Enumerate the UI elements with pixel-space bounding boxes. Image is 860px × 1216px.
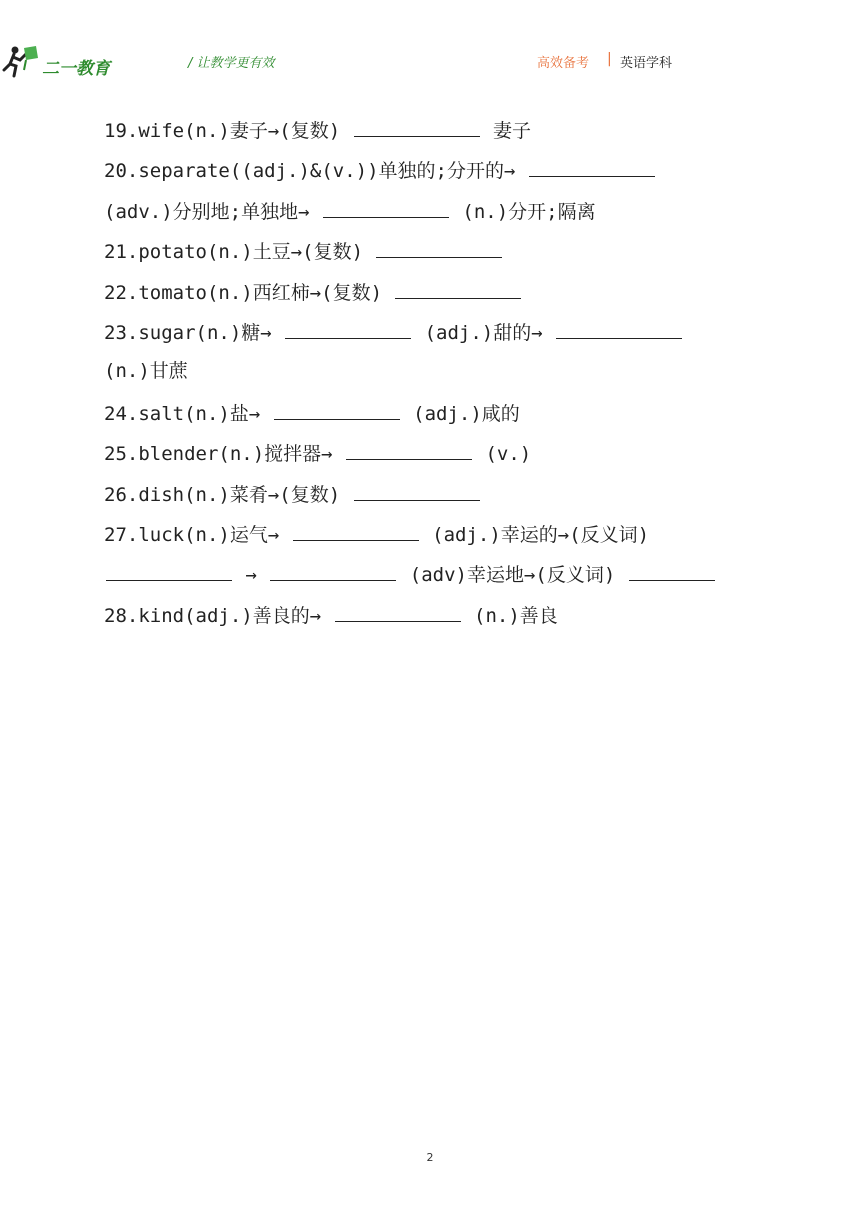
answer-blank[interactable] <box>556 316 682 339</box>
exercise-line <box>104 114 804 154</box>
exercise-line <box>104 558 804 598</box>
exercise-line <box>104 235 804 275</box>
answer-blank[interactable] <box>285 316 411 339</box>
exercise-line <box>104 478 804 518</box>
answer-blank[interactable] <box>629 558 715 581</box>
answer-blank[interactable] <box>346 437 472 460</box>
line-text: 26.dish(n.)菜肴→(复数) <box>104 483 352 506</box>
answer-blank[interactable] <box>354 478 480 501</box>
exercise-line <box>104 356 804 396</box>
line-text: (n.)甘蔗 <box>104 360 188 383</box>
answer-blank[interactable] <box>335 599 461 622</box>
header-separator: | <box>607 51 612 67</box>
exercise-line <box>104 599 804 639</box>
answer-blank[interactable] <box>293 518 419 541</box>
line-text: (adj.)幸运的→(反义词) <box>420 523 650 546</box>
exercise-line <box>104 397 804 437</box>
answer-blank[interactable] <box>395 276 521 299</box>
answer-blank[interactable] <box>323 195 449 218</box>
line-text: 妻子 <box>481 120 532 142</box>
line-text: 25.blender(n.)搅拌器→ <box>104 443 345 466</box>
line-text: (n.)善良 <box>462 604 558 627</box>
line-text: (adj.)咸的 <box>401 402 520 425</box>
line-text: 23.sugar(n.)糖→ <box>104 321 284 344</box>
page-number: 2 <box>426 1151 434 1164</box>
line-text: 19.wife(n.)妻子→(复数) <box>104 120 352 142</box>
answer-blank[interactable] <box>529 154 655 177</box>
exercise-list <box>104 114 804 639</box>
logo-text: 二一教育 <box>42 59 110 79</box>
line-text: (adv.)分别地;单独地→ <box>104 200 321 223</box>
answer-blank[interactable] <box>274 397 400 420</box>
line-text: 21.potato(n.)土豆→(复数) <box>104 241 375 264</box>
header-tag-subject: 英语学科 <box>620 56 673 71</box>
line-text: (adv)幸运地→(反义词) <box>398 564 627 587</box>
answer-blank[interactable] <box>270 558 396 581</box>
exercise-line <box>104 437 804 477</box>
line-text: (n.)分开;隔离 <box>450 200 596 223</box>
answer-blank[interactable] <box>376 235 502 258</box>
line-text: → <box>234 564 269 587</box>
logo <box>2 44 112 78</box>
exercise-line <box>104 154 804 194</box>
line-text: (v.) <box>474 443 532 466</box>
answer-blank[interactable] <box>354 114 480 137</box>
exercise-line <box>104 195 804 235</box>
line-text: 28.kind(adj.)善良的→ <box>104 604 333 627</box>
answer-blank[interactable] <box>106 558 232 581</box>
exercise-line <box>104 276 804 316</box>
runner-logo-icon <box>2 44 42 78</box>
page-header <box>0 40 860 80</box>
line-text: 27.luck(n.)运气→ <box>104 523 291 546</box>
slogan: / 让教学更有效 <box>188 56 275 71</box>
line-text: 20.separate((adj.)&(v.))单独的;分开的→ <box>104 160 527 183</box>
line-text: 22.tomato(n.)西红柿→(复数) <box>104 281 394 304</box>
line-text: (adj.)甜的→ <box>413 321 555 344</box>
header-tag-exam: 高效备考 <box>537 56 590 71</box>
line-text: 24.salt(n.)盐→ <box>104 402 272 425</box>
exercise-line <box>104 518 804 558</box>
exercise-line <box>104 316 804 356</box>
